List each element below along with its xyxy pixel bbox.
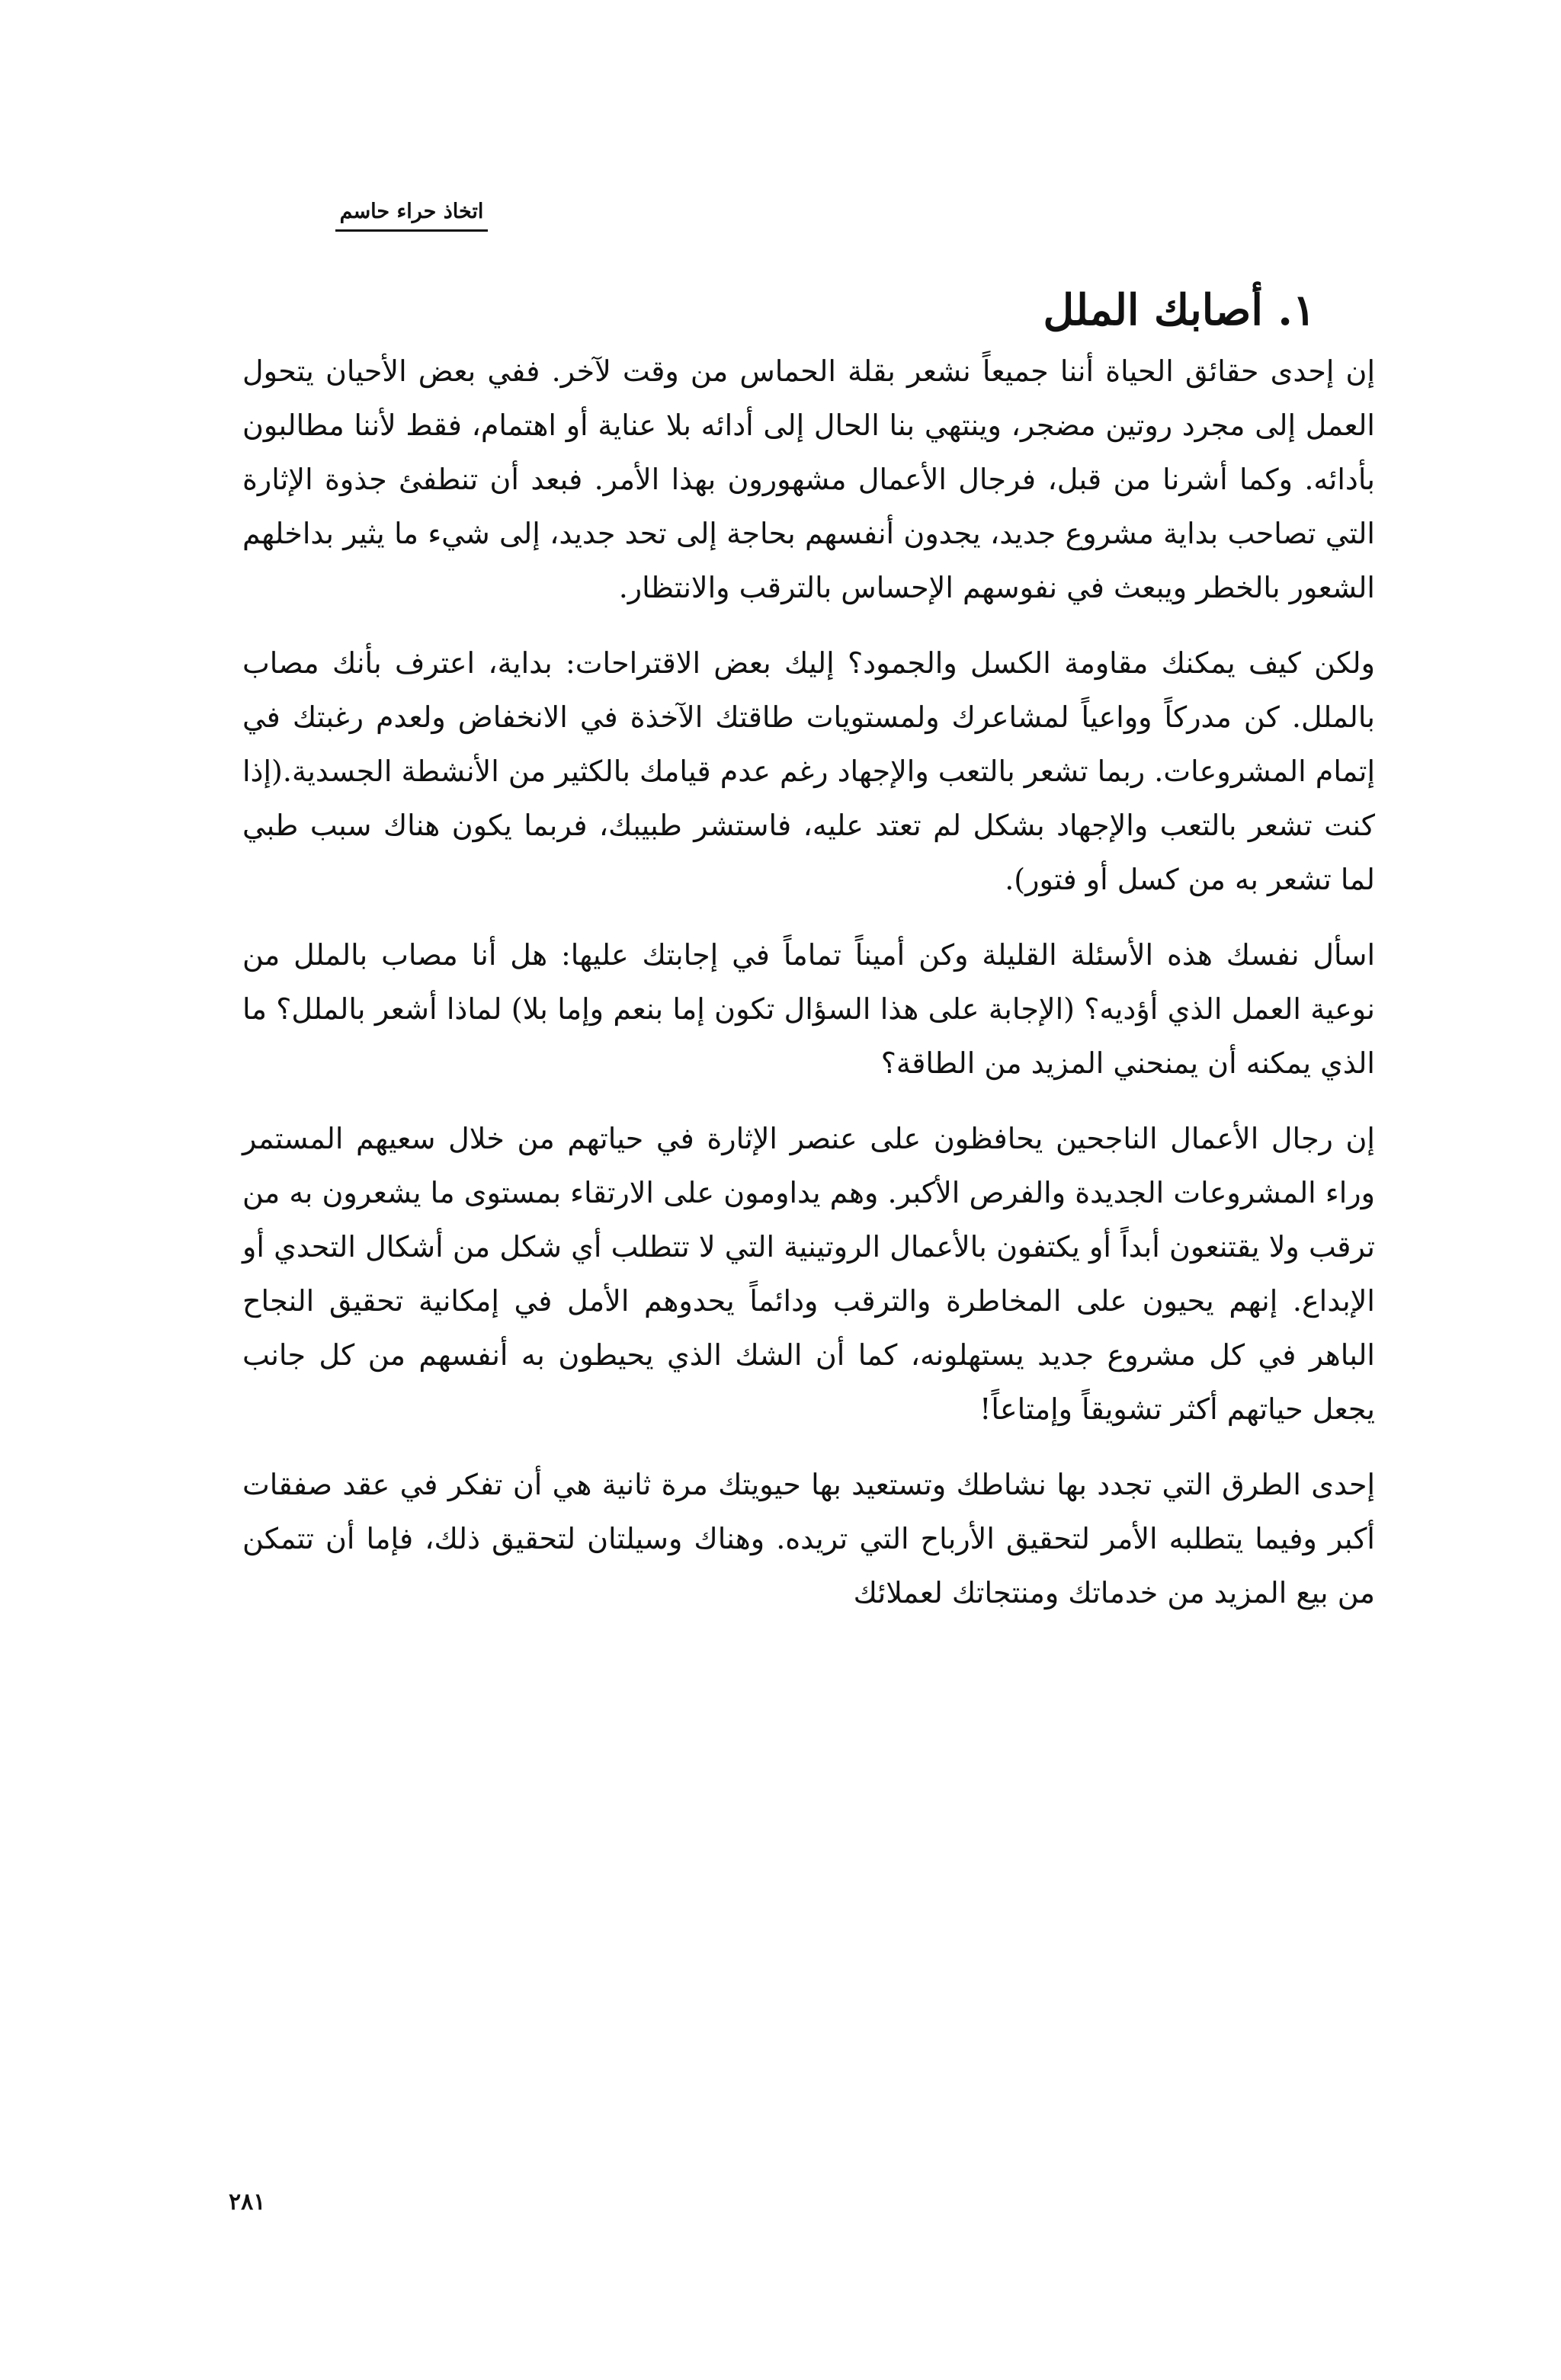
section-title: أصابك الملل [1043,285,1263,335]
body-text [242,344,1375,1642]
paragraph-5: إحدى الطرق التي تجدد بها نشاطك وتستعيد بها حيويتك مرة ثانية هي أن تفكر في عقد صفقات أكبر وفيما يتطلبه الأمر لتحقيق الأرباح التي تريده. وهناك وسيلتان لتحقيق ذلك، فإما أن تتمكن من بيع المزيد من خدماتك ومنتجاتك لعملائك [242,1468,1375,1610]
section-number: ١. [1277,285,1316,335]
paragraph-3: اسأل نفسك هذه الأسئلة القليلة وكن أميناً تماماً في إجابتك عليها: هل أنا مصاب بالملل من نوعية العمل الذي أؤديه؟ (الإجابة على هذا السؤال تكون إما بنعم وإما بلا) لماذا أشعر بالملل؟ ما الذي يمكنه أن يمنحني المزيد من الطاقة؟ [242,938,1375,1080]
running-header-title: اتخاذ حراء حاسم [339,200,484,223]
paragraph-1: إن إحدى حقائق الحياة أننا جميعاً نشعر بقلة الحماس من وقت لآخر. ففي بعض الأحيان يتحول العمل إلى مجرد روتين مضجر، وينتهي بنا الحال إلى أدائه بلا عناية أو اهتمام، فقط لأننا مطالبون بأدائه. وكما أشرنا من قبل، فرجال الأعمال مشهورون بهذا الأمر. فبعد أن تنطفئ جذوة الإثارة التي تصاحب بداية مشروع جديد، يجدون أنفسهم بحاجة إلى تحد جديد، إلى شيء ما يثير بداخلهم الشعور بالخطر ويبعث في نفوسهم الإحساس بالترقب والانتظار. [242,354,1375,604]
running-header-rule [335,229,488,232]
running-header [335,200,488,232]
section-heading [1043,285,1316,336]
paragraph-4: إن رجال الأعمال الناجحين يحافظون على عنصر الإثارة في حياتهم من خلال سعيهم المستمر وراء المشروعات الجديدة والفرص الأكبر. وهم يداومون على الارتقاء بمستوى ما يشعرون به من ترقب ولا يقتنعون أبداً أو يكتفون بالأعمال الروتينية التي لا تتطلب أي شكل من أشكال التحدي أو الإبداع. إنهم يحيون على المخاطرة والترقب ودائماً يحدوهم الأمل في إمكانية تحقيق النجاح الباهر في كل مشروع جديد يستهلونه، كما أن الشك الذي يحيطون به أنفسهم من كل جانب يجعل حياتهم أكثر تشويقاً وإمتاعاً! [242,1122,1375,1426]
page-number: ٢٨١ [229,2189,266,2215]
paragraph-2: ولكن كيف يمكنك مقاومة الكسل والجمود؟ إليك بعض الاقتراحات: بداية، اعترف بأنك مصاب بالملل. كن مدركاً وواعياً لمشاعرك ولمستويات طاقتك الآخذة في الانخفاض ولعدم رغبتك في إتمام المشروعات. ربما تشعر بالتعب والإجهاد رغم عدم قيامك بالكثير من الأنشطة الجسدية.(إذا كنت تشعر بالتعب والإجهاد بشكل لم تعتد عليه، فاستشر طبيبك، فربما يكون هناك سبب طبي لما تشعر به من كسل أو فتور). [242,646,1375,896]
